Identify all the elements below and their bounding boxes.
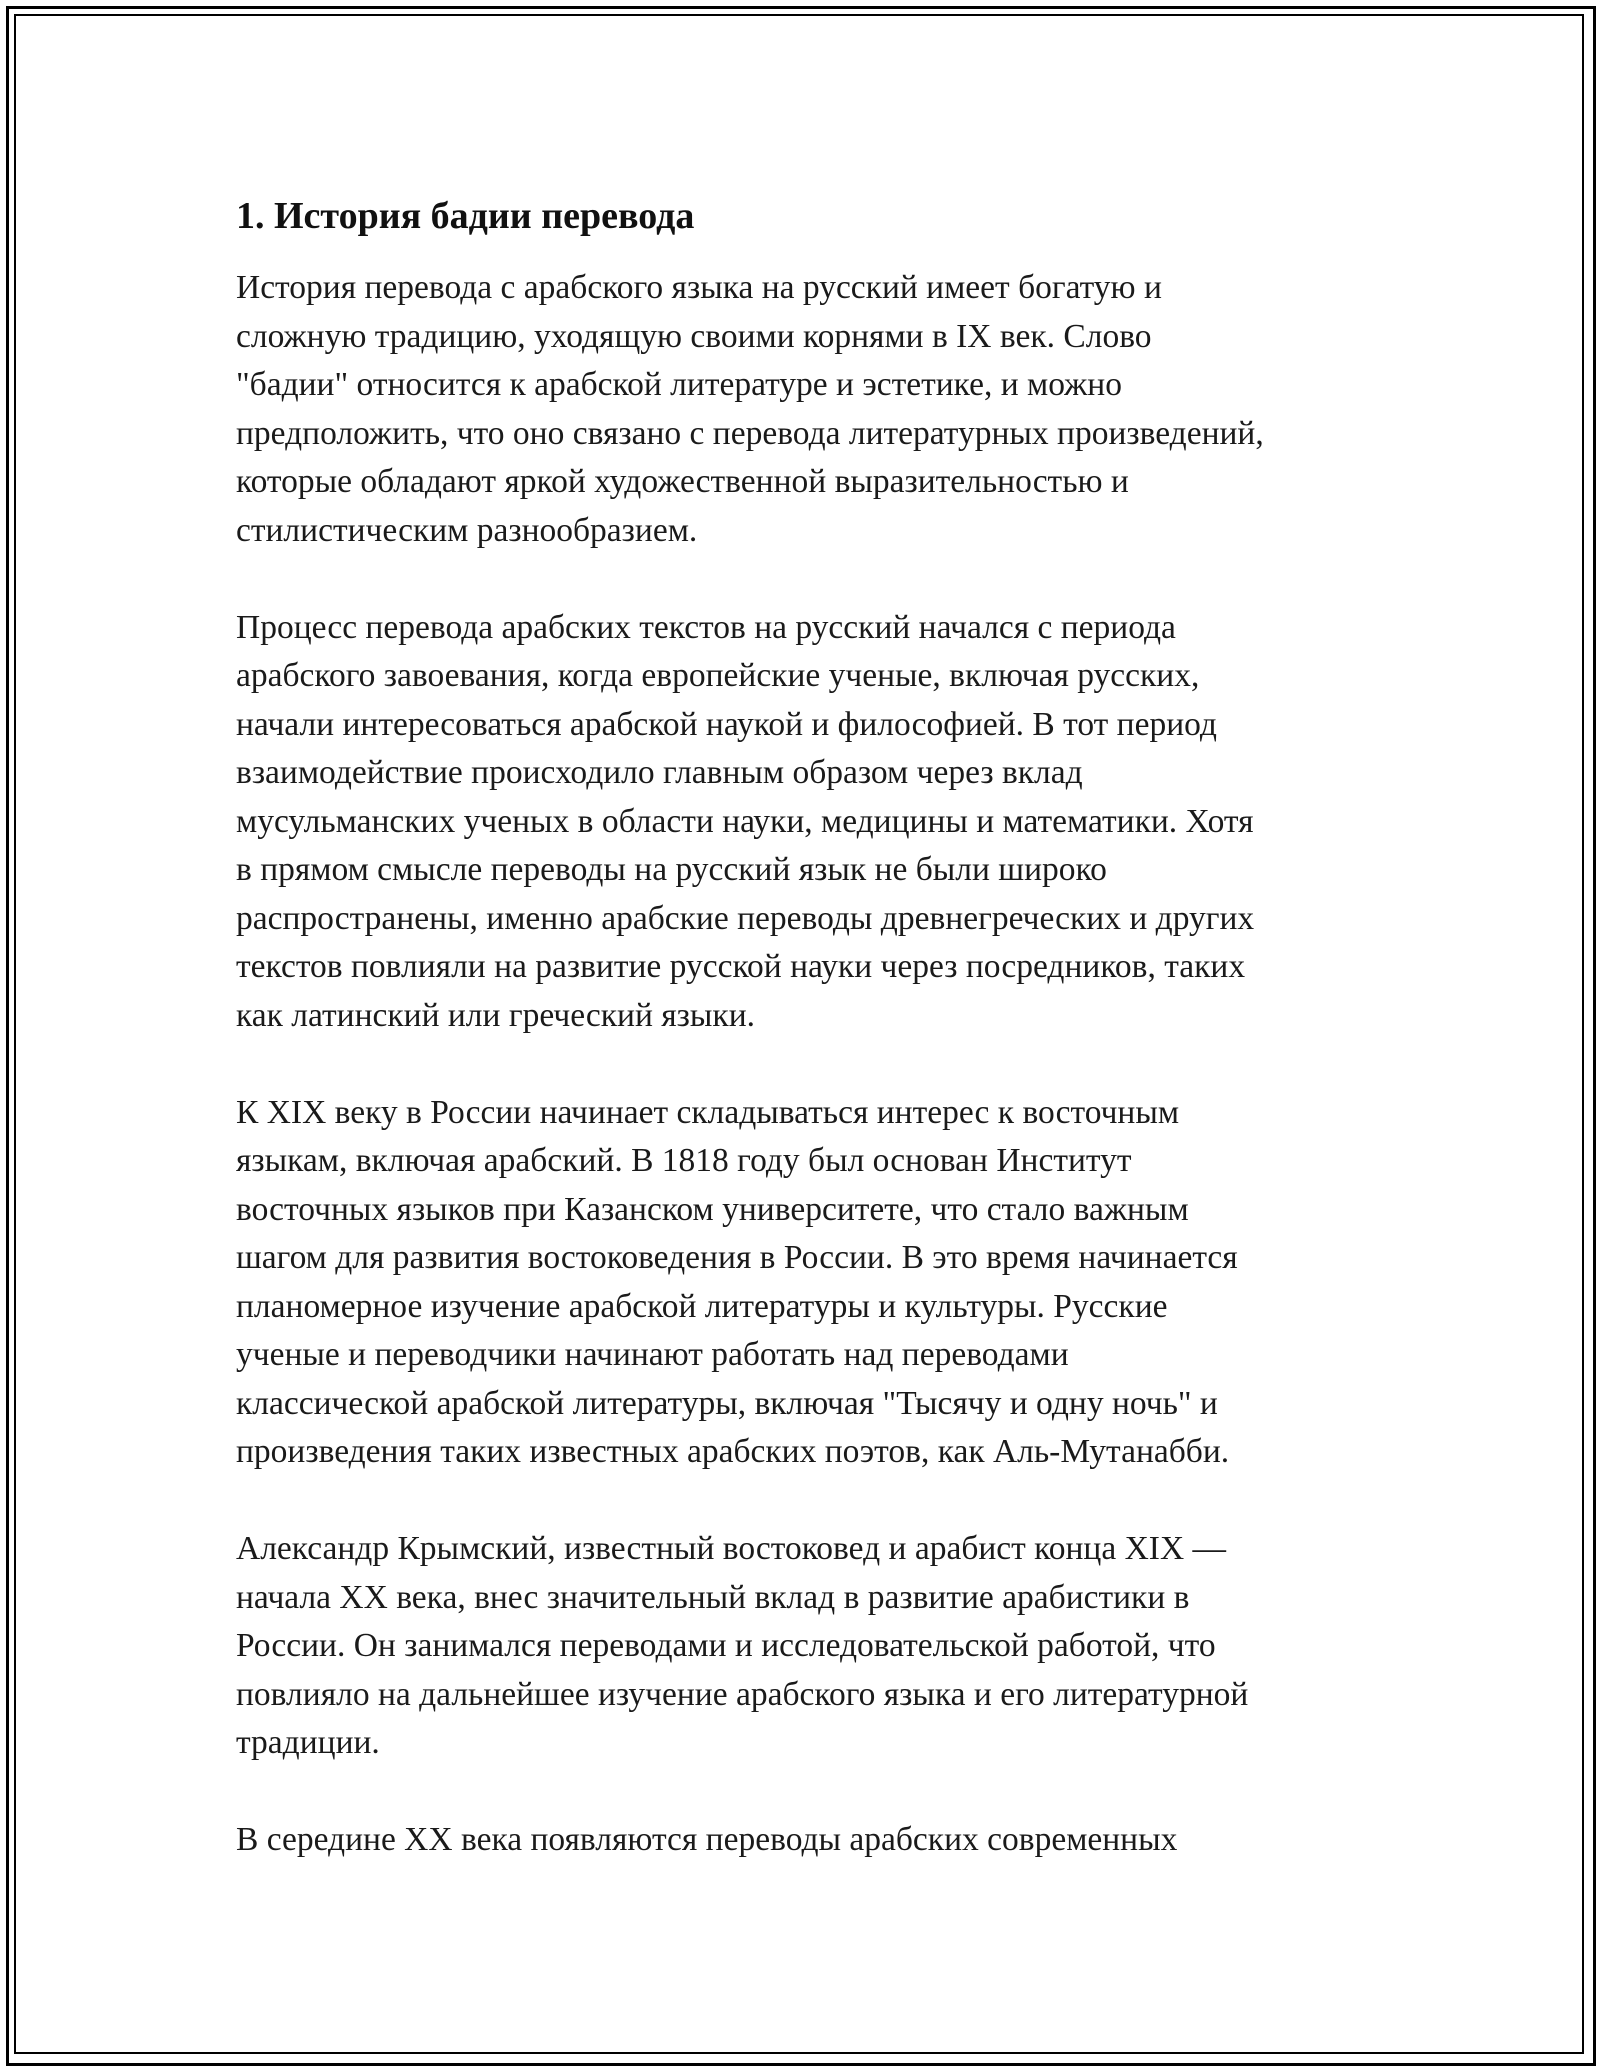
paragraph-nineteenth-century: К XIX веку в России начинает складываться интерес к восточным языкам, включая арабский. В 1818 году был основан Институт восточных языков при Казанском университете, что стало важным шагом для развития востоковедения в России. В это время начинается планомерное изучение арабской литературы и культуры. Русские ученые и переводчики начинают работать над переводами классической арабской литературы, включая "Тысячу и одну ночь" и произведения таких известных арабских поэтов, как Аль-Мутанабби. (236, 1093, 1238, 1470)
paragraph-intro: История перевода с арабского языка на русский имеет богатую и сложную традицию, уходящую своими корнями в IX век. Слово "бадии" относится к арабской литературе и эстетике, и можно предположить, что оно связано с перевода литературных произведений, которые обладают яркой художественной выразительностью и стилистическим разнообразием. (236, 269, 1264, 549)
section-heading: 1. История бадии перевода (236, 195, 695, 237)
paragraph-krymsky: Александр Крымский, известный востоковед и арабист конца XIX — начала XX века, внес значительный вклад в развитие арабистики в России. Он занимался переводами и исследовательской работой, что повлияло на дальнейшее изучение арабского языка и его литературной традиции. (236, 1530, 1249, 1761)
paragraph-twentieth-century: В середине XX века появляются переводы арабских современных (236, 1821, 1178, 1858)
document-body (236, 188, 1396, 1865)
paragraph-early-period: Процесс перевода арабских текстов на русский начался с периода арабского завоевания, когда европейские ученые, включая русских, начали интересоваться арабской наукой и философией. В тот период взаимодействие происходило главным образом через вклад мусульманских ученых в области науки, медицины и математики. Хотя в прямом смысле переводы на русский язык не были широко распространены, именно арабские переводы древнегреческих и других текстов повлияли на развитие русской науки через посредников, таких как латинский или греческий языки. (236, 608, 1255, 1034)
